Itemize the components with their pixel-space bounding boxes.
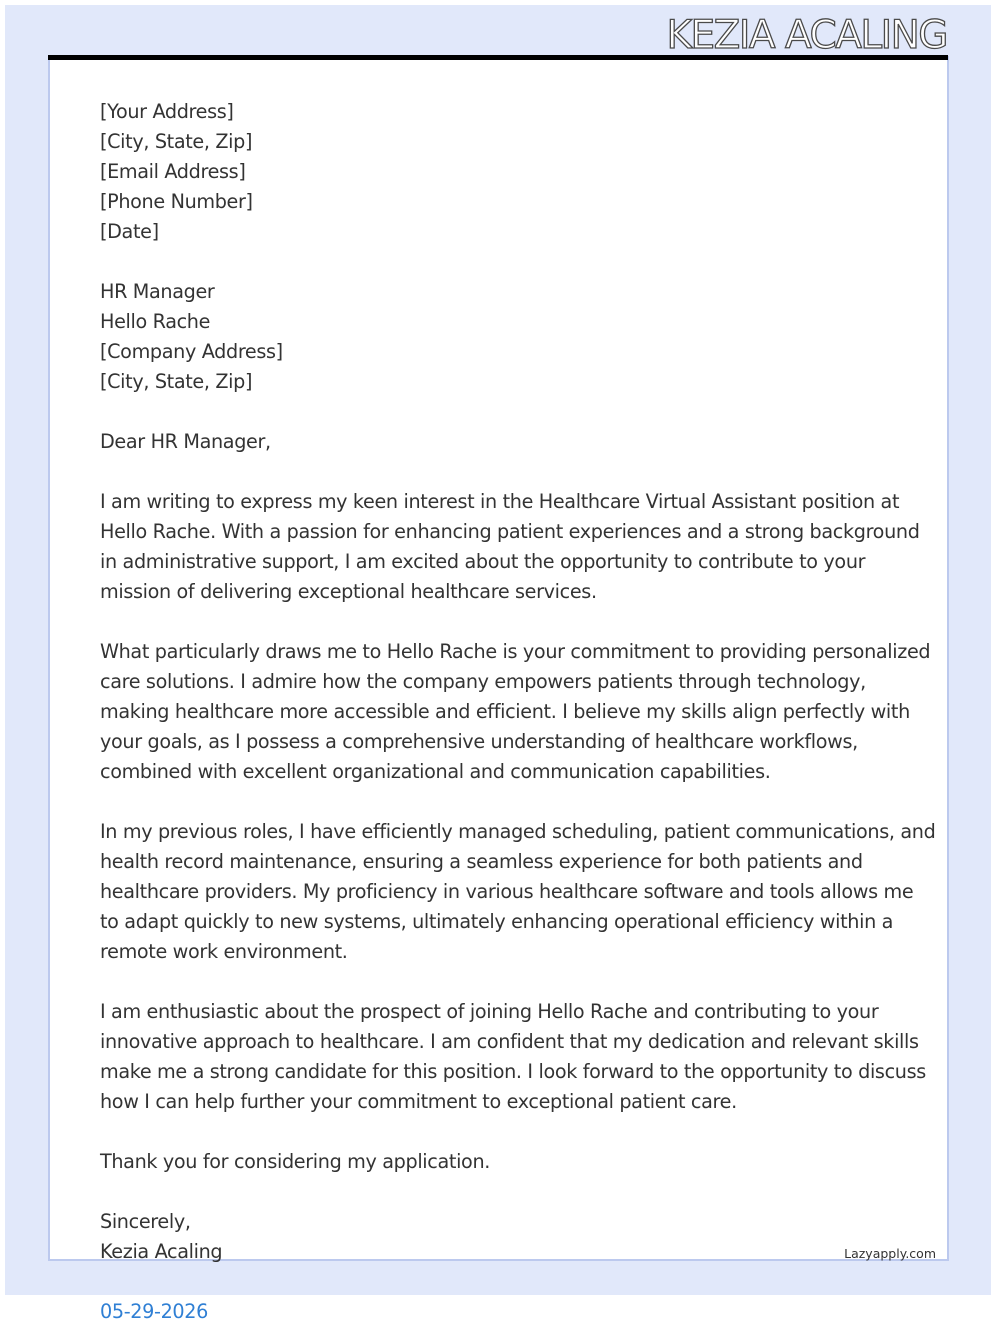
paragraph-line: combined with excellent organizational and communication capabilities.: [100, 760, 771, 783]
salutation: Dear HR Manager,: [100, 430, 271, 453]
paragraph-line: your goals, as I possess a comprehensive understanding of healthcare workflows,: [100, 730, 858, 753]
paragraph-line: Hello Rache. With a passion for enhancing patient experiences and a strong background: [100, 520, 920, 543]
paragraph-line: care solutions. I admire how the company empowers patients through technology,: [100, 670, 866, 693]
paragraph-line: health record maintenance, ensuring a seamless experience for both patients and: [100, 850, 863, 873]
recipient-block: [100, 277, 900, 397]
valediction: Sincerely,: [100, 1210, 191, 1233]
cover-letter: [100, 97, 936, 1327]
paragraph-line: making healthcare more accessible and efficient. I believe my skills align perfectly with: [100, 700, 910, 723]
recipient-company: Hello Rache: [100, 310, 211, 333]
sender-email: [Email Address]: [100, 160, 246, 183]
sender-phone: [Phone Number]: [100, 190, 253, 213]
sender-address: [Your Address]: [100, 100, 234, 123]
sender-date: [Date]: [100, 220, 159, 243]
recipient-title: HR Manager: [100, 280, 215, 303]
body-paragraph: [100, 487, 920, 607]
watermark-text: Lazyapply.com: [844, 1246, 936, 1261]
paragraph-line: in administrative support, I am excited about the opportunity to contribute to your: [100, 550, 866, 573]
sender-city-state-zip: [City, State, Zip]: [100, 130, 253, 153]
recipient-city-state-zip: [City, State, Zip]: [100, 370, 253, 393]
paragraph-line: mission of delivering exceptional healthcare services.: [100, 580, 597, 603]
paragraph-line: innovative approach to healthcare. I am confident that my dedication and relevant skills: [100, 1030, 919, 1053]
paragraph-line: remote work environment.: [100, 940, 348, 963]
body-paragraph: [100, 997, 926, 1117]
paragraph-line: I am writing to express my keen interest in the Healthcare Virtual Assistant position at: [100, 490, 900, 513]
paragraph-line: Thank you for considering my application.: [100, 1150, 491, 1173]
body-paragraph: [100, 817, 936, 967]
signer-name: Kezia Acaling: [100, 1240, 223, 1263]
paragraph-line: to adapt quickly to new systems, ultimately enhancing operational efficiency within a: [100, 910, 894, 933]
closing-block: [100, 1207, 900, 1327]
paragraph-line: In my previous roles, I have efficiently managed scheduling, patient communications, and: [100, 820, 936, 843]
body-paragraph: [100, 1147, 900, 1177]
paragraph-line: make me a strong candidate for this position. I look forward to the opportunity to discuss: [100, 1060, 926, 1083]
applicant-name-header: KEZIA ACALING: [666, 13, 947, 58]
body-paragraph: [100, 637, 931, 787]
paragraph-line: What particularly draws me to Hello Rache is your commitment to providing personalized: [100, 640, 931, 663]
recipient-address: [Company Address]: [100, 340, 283, 363]
paragraph-line: healthcare providers. My proficiency in various healthcare software and tools allows me: [100, 880, 914, 903]
paragraph-line: how I can help further your commitment to exceptional patient care.: [100, 1090, 737, 1113]
closing-date: 05-29-2026: [100, 1300, 209, 1323]
sender-block: [100, 97, 900, 247]
paragraph-line: I am enthusiastic about the prospect of joining Hello Rache and contributing to your: [100, 1000, 879, 1023]
